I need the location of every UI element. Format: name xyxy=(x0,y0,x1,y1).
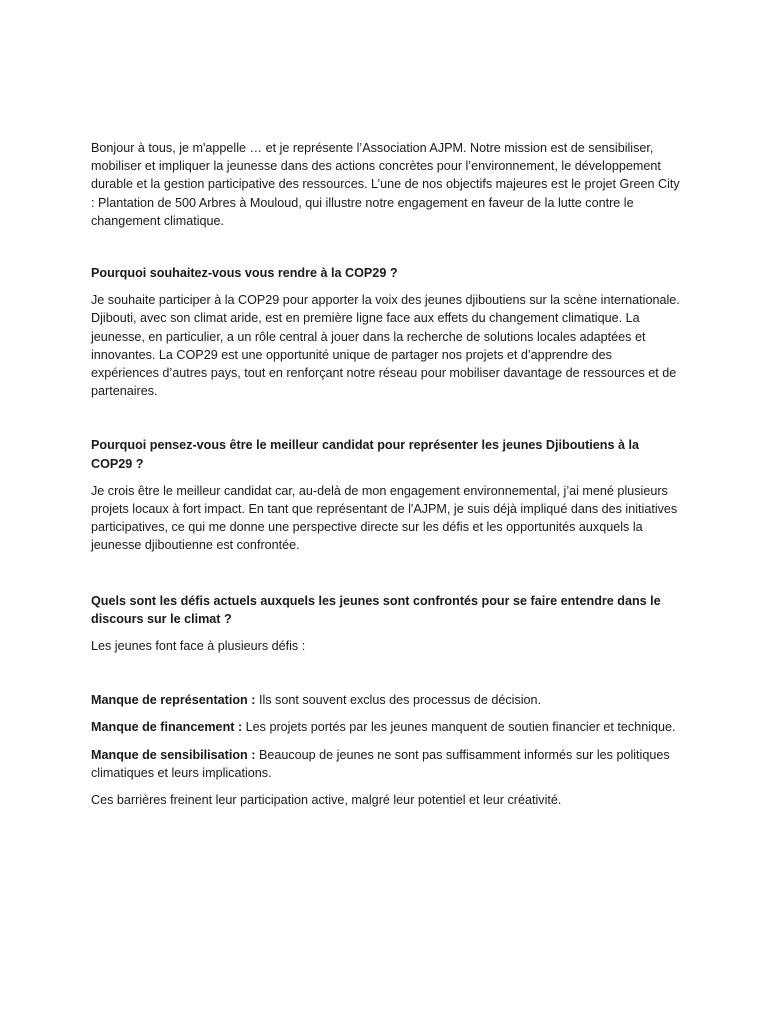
challenge-text: Ils sont souvent exclus des processus de décision. xyxy=(255,693,542,708)
list-item xyxy=(91,746,681,782)
answer-paragraph-cop29: Je souhaite participer à la COP29 pour apporter la voix des jeunes djiboutiens sur la scène internationale. Djibouti, avec son climat aride, est en première ligne face aux effets du changement climatique. La jeunesse, en particulier, a un rôle central à jouer dans la recherche de solutions locales adaptées et innovantes. La COP29 est une opportunité unique de partager nos projets et d’apprendre des expériences d’autres pays, tout en renforçant notre réseau pour mobiliser davantage de ressources et de partenaires. xyxy=(91,293,680,399)
challenges-intro: Les jeunes font face à plusieurs défis : xyxy=(91,639,306,654)
list-item xyxy=(91,718,681,736)
document-page xyxy=(91,139,681,818)
challenge-term: Manque de financement : xyxy=(91,720,243,735)
intro-paragraph: Bonjour à tous, je m'appelle … et je représente l’Association AJPM. Notre mission est de sensibiliser, mobiliser et impliquer la jeunesse dans des actions concrètes pour l’environnement, le développement durable et la gestion participative des ressources. L’une de nos objectifs majeures est le projet Green City : Plantation de 500 Arbres à Mouloud, qui illustre notre engagement en faveur de la lutte contre le changement climatique. xyxy=(91,141,680,228)
answer-paragraph-candidate: Je crois être le meilleur candidat car, au-delà de mon engagement environnemental, j’ai mené plusieurs projets locaux à fort impact. En tant que représentant de l'AJPM, je suis déjà impliqué dans des initiatives participatives, ce qui me donne une perspective directe sur les défis et les opportunités auxquels la jeunesse djiboutienne est confrontée. xyxy=(91,483,678,553)
challenge-term: Manque de représentation : xyxy=(91,693,256,708)
challenge-text: Les projets portés par les jeunes manquent de soutien financier et technique. xyxy=(242,720,676,735)
challenge-term: Manque de sensibilisation : xyxy=(91,747,256,762)
list-item xyxy=(91,691,681,709)
conclusion-paragraph: Ces barrières freinent leur participation active, malgré leur potentiel et leur créativité. xyxy=(91,793,562,808)
challenge-text: Beaucoup de jeunes ne sont pas suffisamment informés sur les politiques climatiques et leurs implications. xyxy=(91,747,670,780)
question-heading-challenges: Quels sont les défis actuels auxquels les jeunes sont confrontés pour se faire entendre dans le discours sur le climat ? xyxy=(91,593,661,626)
question-heading-cop29: Pourquoi souhaitez-vous vous rendre à la COP29 ? xyxy=(91,266,398,281)
question-heading-candidate: Pourquoi pensez-vous être le meilleur candidat pour représenter les jeunes Djiboutiens à la COP29 ? xyxy=(91,438,639,471)
challenges-list xyxy=(91,691,681,809)
